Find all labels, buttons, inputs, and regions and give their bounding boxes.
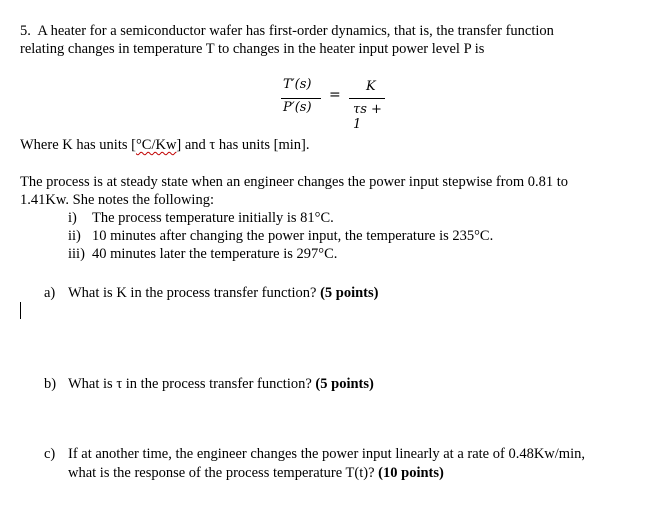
question-b-marker: b) [44, 376, 57, 392]
text-cursor[interactable] [20, 302, 21, 319]
process-line-2: 1.41Kw. She notes the following: [20, 192, 214, 208]
units-middle: ] and τ has units [min]. [176, 137, 310, 153]
problem-intro-line-1 [20, 23, 554, 40]
lhs-denominator: P′(s) [283, 100, 312, 115]
question-c-marker: c) [44, 446, 56, 462]
question-b [44, 376, 374, 393]
process-line-1: The process is at steady state when an engineer changes the power input stepwise from 0.81 to [20, 174, 569, 190]
question-a [44, 285, 378, 302]
question-c-text-2: what is the response of the process temperature T(t)? [68, 465, 375, 481]
question-a-marker: a) [44, 285, 56, 301]
k-units: °C/Kw [135, 137, 177, 153]
note-text: 40 minutes later the temperature is 297°C. [92, 246, 338, 262]
note-text: The process temperature initially is 81°C. [92, 210, 334, 226]
question-a-points: (5 points) [320, 285, 379, 301]
question-a-text: What is K in the process transfer function? [68, 285, 317, 301]
question-c-points: (10 points) [378, 465, 444, 481]
note-item [68, 210, 334, 227]
question-c-line-2 [68, 465, 444, 482]
lhs-numerator: T′(s) [283, 77, 312, 92]
problem-number: 5. [20, 23, 31, 39]
question-c-text-1: If at another time, the engineer changes the power input linearly at a rate of 0.48Kw/min, [68, 446, 585, 462]
problem-intro-line-2: relating changes in temperature T to changes in the heater input power level P is [20, 41, 485, 57]
problem-intro-text-1: A heater for a semiconductor wafer has first-order dynamics, that is, the transfer function [37, 23, 554, 39]
equals-sign: = [329, 87, 341, 103]
transfer-function-equation [253, 74, 393, 132]
lhs-fraction-bar [281, 98, 321, 99]
rhs-numerator: K [366, 79, 376, 94]
units-prefix: Where K has units [ [20, 137, 136, 153]
note-text: 10 minutes after changing the power input, the temperature is 235°C. [92, 228, 494, 244]
rhs-denominator: τs + 1 [353, 102, 382, 132]
note-item [68, 246, 337, 263]
rhs-fraction-bar [349, 98, 385, 99]
question-b-points: (5 points) [315, 376, 374, 392]
units-line [20, 137, 310, 154]
note-marker: ii) [68, 228, 81, 244]
note-marker: iii) [68, 246, 85, 262]
note-marker: i) [68, 210, 77, 226]
note-item [68, 228, 493, 245]
question-c-line-1 [44, 446, 585, 463]
question-b-text: What is τ in the process transfer function? [68, 376, 312, 392]
